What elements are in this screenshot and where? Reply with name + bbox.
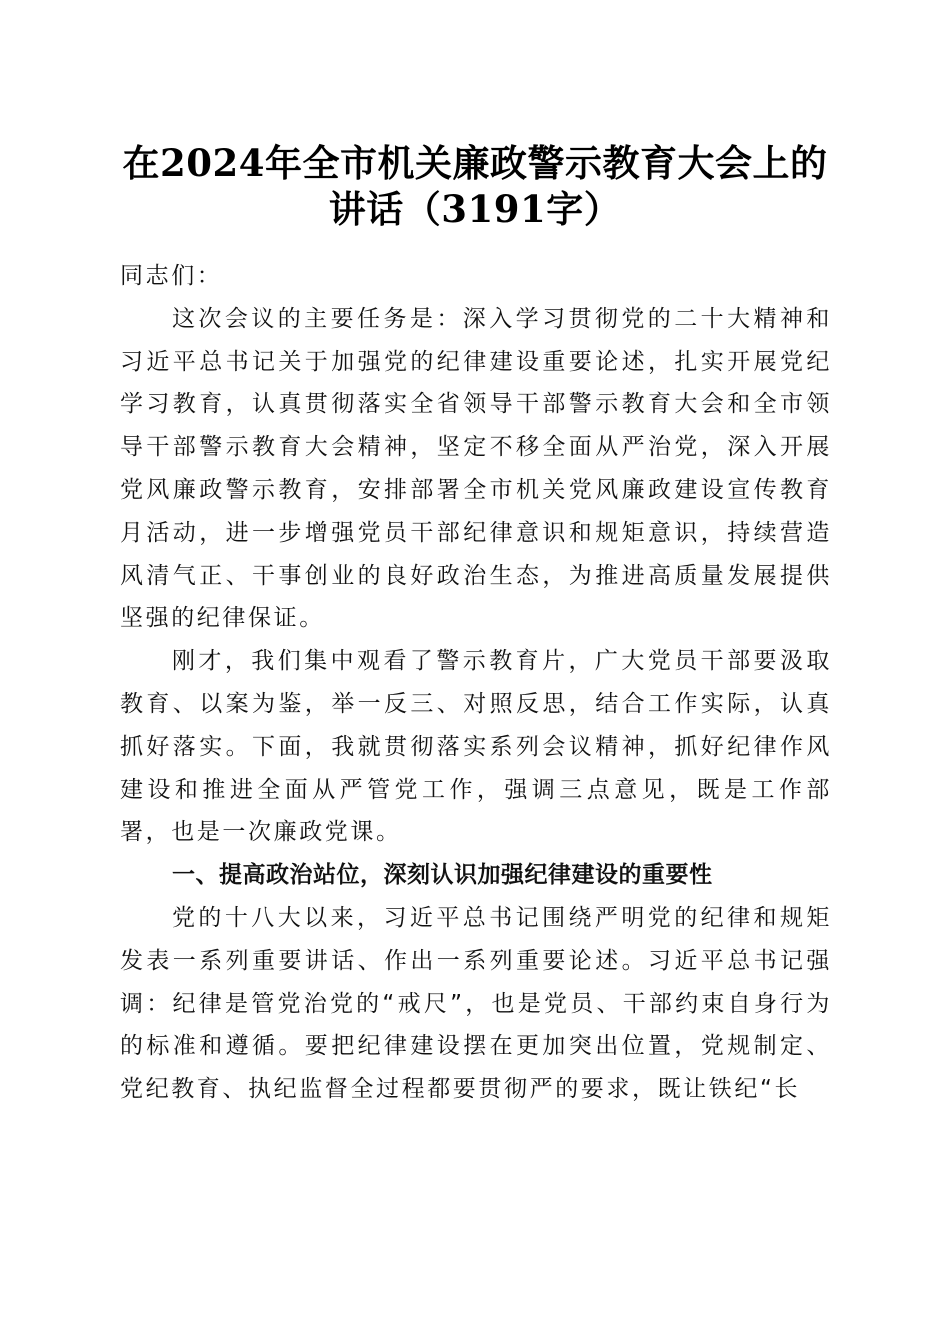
- paragraph-3: 党的十八大以来，习近平总书记围绕严明党的纪律和规矩发表一系列重要讲话、作出一系列重要论述。习近平总书记强调：纪律是管党治党的“戒尺”，也是党员、干部约束自身行为的标准和遵循。要把纪律建设摆在更加突出位置，党规制定、党纪教育、执纪监督全过程都要贯彻严的要求，既让铁纪“长: [120, 904, 832, 1103]
- paragraph-1: 这次会议的主要任务是：深入学习贯彻党的二十大精神和习近平总书记关于加强党的纪律建设重要论述，扎实开展党纪学习教育，认真贯彻落实全省领导干部警示教育大会和全市领导干部警示教育大会精神，坚定不移全面从严治党，深入开展党风廉政警示教育，安排部署全市机关党风廉政建设宣传教育月活动，进一步增强党员干部纪律意识和规矩意识，持续营造风清气正、干事创业的良好政治生态，为推进高质量发展提供坚强的纪律保证。: [120, 305, 832, 632]
- salutation: 同志们：: [120, 263, 223, 289]
- document-body: [120, 255, 832, 1111]
- paragraph-2: 刚才，我们集中观看了警示教育片，广大党员干部要汲取教育、以案为鉴，举一反三、对照反思，结合工作实际，认真抓好落实。下面，我就贯彻落实系列会议精神，抓好纪律作风建设和推进全面从严管党工作，强调三点意见，既是工作部署，也是一次廉政党课。: [120, 648, 832, 846]
- section-heading: 一、提高政治站位，深刻认识加强纪律建设的重要性: [172, 862, 713, 889]
- document-title: 在2024年全市机关廉政警示教育大会上的讲话（3191字）: [122, 141, 828, 231]
